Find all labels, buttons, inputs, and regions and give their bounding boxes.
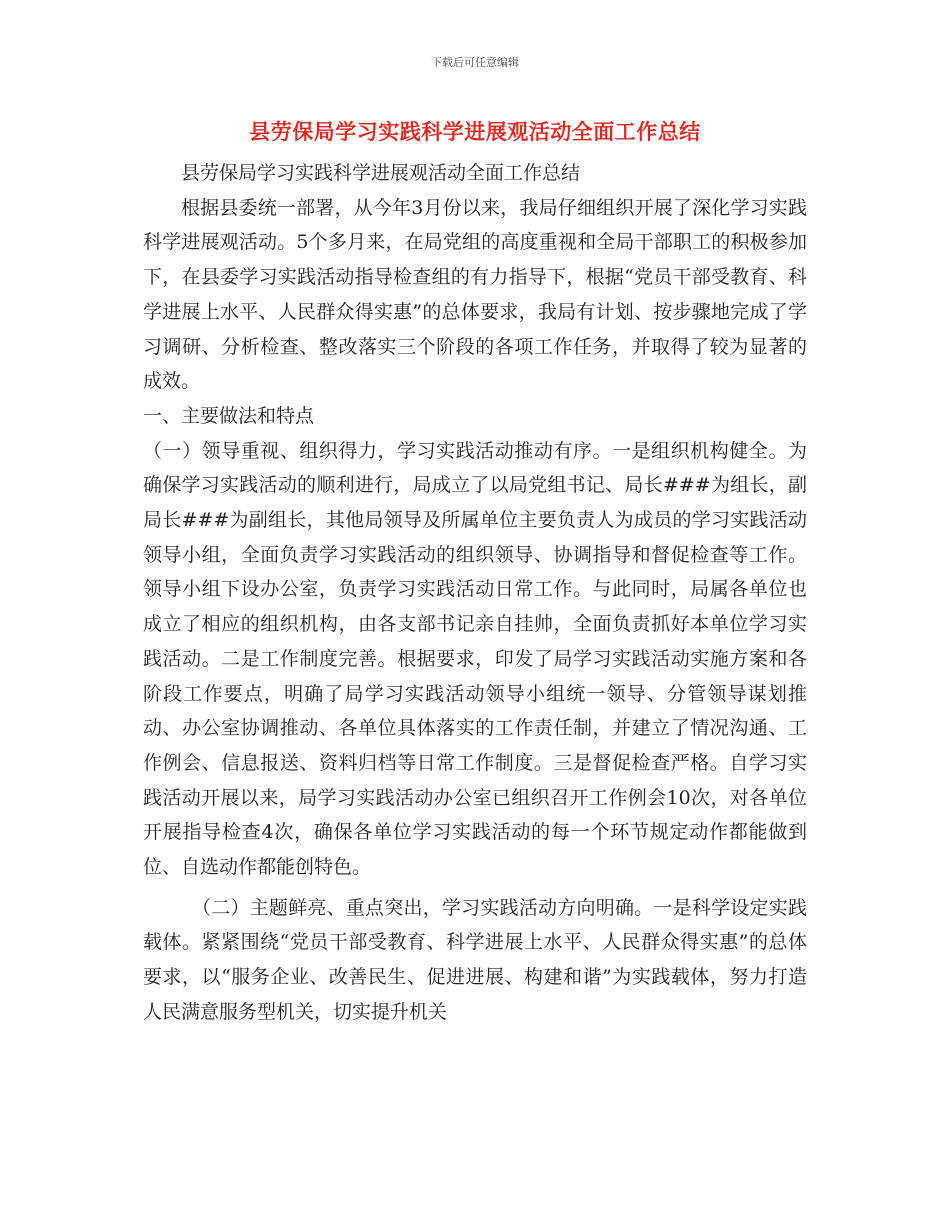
paragraph-section-2: （二）主题鲜亮、重点突出，学习实践活动方向明确。一是科学设定实践载体。紧紧围绕“党员干部受教育、科学进展上水平、人民群众得实惠”的总体要求，以“服务企业、改善民生、促进进展、构建和谐”为实践载体，努力打造人民满意服务型机关，切实提升机关 (143, 896, 807, 1023)
paragraph-intro: 根据县委统一部署，从今年3月份以来，我局仔细组织开展了深化学习实践科学进展观活动。5个多月来，在局党组的高度重视和全局干部职工的积极参加下，在县委学习实践活动指导检查组的有力指导下，根据“党员干部受教育、科学进展上水平、人民群众得实惠”的总体要求，我局有计划、按步骤地完成了学习调研、分析检查、整改落实三个阶段的各项工作任务，并取得了较为显著的成效。 (143, 196, 807, 393)
paragraph-subtitle: 县劳保局学习实践科学进展观活动全面工作总结 (181, 162, 581, 184)
header-note: 下载后可任意编辑 (431, 56, 519, 69)
paragraph-section-1: （一）领导重视、组织得力，学习实践活动推动有序。一是组织机构健全。为确保学习实践活动的顺利进行，局成立了以局党组书记、局长###为组长，副局长###为副组长，其他局领导及所属单位主要负责人为成员的学习实践活动领导小组，全面负责学习实践活动的组织领导、协调指导和督促检查等工作。领导小组下设办公室，负责学习实践活动日常工作。与此同时，局属各单位也成立了相应的组织机构，由各支部书记亲自挂帅，全面负责抓好本单位学习实践活动。二是工作制度完善。根据要求，印发了局学习实践活动实施方案和各阶段工作要点，明确了局学习实践活动领导小组统一领导、分管领导谋划推动、办公室协调推动、各单位具体落实的工作责任制，并建立了情况沟通、工作例会、信息报送、资料归档等日常工作制度。三是督促检查严格。自学习实践活动开展以来，局学习实践活动办公室已组织召开工作例会10次，对各单位开展指导检查4次，确保各单位学习实践活动的每一个环节规定动作都能做到位、自选动作都能创特色。 (143, 439, 807, 879)
document-title: 县劳保局学习实践科学进展观活动全面工作总结 (249, 120, 701, 144)
section-heading: 一、主要做法和特点 (143, 404, 315, 427)
document-body (143, 156, 807, 1030)
